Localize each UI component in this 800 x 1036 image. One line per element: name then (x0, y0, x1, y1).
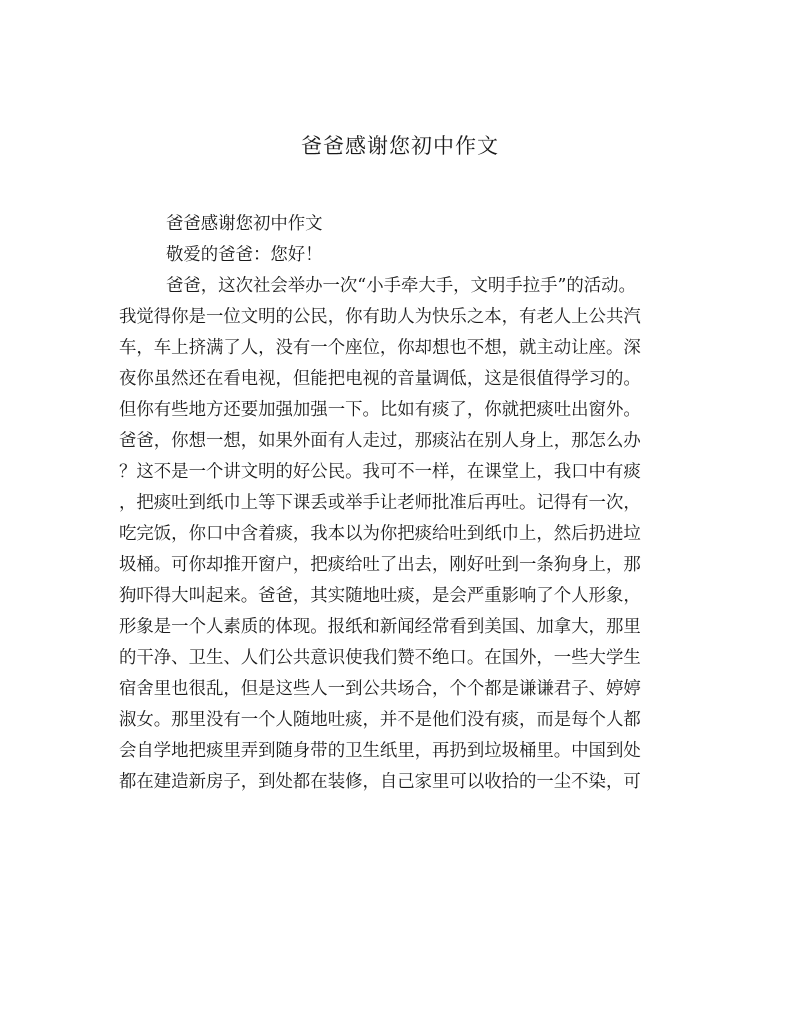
body-line: 圾桶。可你却推开窗户，把痰给吐了出去，刚好吐到一条狗身上，那 (119, 555, 641, 575)
body-line: 宿舍里也很乱，但是这些人一到公共场合，个个都是谦谦君子、婷婷 (119, 679, 641, 699)
body-line: 夜你虽然还在看电视，但能把电视的音量调低，这是很值得学习的。 (119, 369, 641, 389)
body-line: 车，车上挤满了人，没有一个座位，你却想也不想，就主动让座。深 (119, 338, 641, 358)
body-line: 吃完饭，你口中含着痰，我本以为你把痰给吐到纸巾上，然后扔进垃 (119, 524, 641, 544)
body-line: 的干净、卫生、人们公共意识使我们赞不绝口。在国外，一些大学生 (119, 648, 641, 668)
body-line: 爸爸感谢您初中作文 (166, 214, 323, 234)
body-line: 形象是一个人素质的体现。报纸和新闻经常看到美国、加拿大，那里 (119, 617, 641, 637)
document-title: 爸爸感谢您初中作文 (301, 134, 499, 158)
body-line: 淑女。那里没有一个人随地吐痰，并不是他们没有痰，而是每个人都 (119, 710, 641, 730)
body-line: 敬爱的爸爸：您好！ (166, 245, 323, 265)
body-line: 爸爸，你想一想，如果外面有人走过，那痰沾在别人身上，那怎么办 (119, 431, 641, 451)
body-line: 但你有些地方还要加强加强一下。比如有痰了，你就把痰吐出窗外。 (119, 400, 641, 420)
body-line: 我觉得你是一位文明的公民，你有助人为快乐之本，有老人上公共汽 (119, 307, 641, 327)
body-line: 爸爸，这次社会举办一次“小手牵大手，文明手拉手”的活动。 (166, 276, 636, 296)
body-line: 都在建造新房子，到处都在装修，自己家里可以收拾的一尘不染，可 (119, 772, 641, 792)
body-line: ，把痰吐到纸巾上等下课丢或举手让老师批准后再吐。记得有一次， (119, 493, 641, 513)
document-body (119, 209, 672, 798)
body-line: 会自学地把痰里弄到随身带的卫生纸里，再扔到垃圾桶里。中国到处 (119, 741, 641, 761)
body-line: 狗吓得大叫起来。爸爸，其实随地吐痰，是会严重影响了个人形象， (119, 586, 641, 606)
body-line: ？这不是一个讲文明的好公民。我可不一样，在课堂上，我口中有痰 (119, 462, 641, 482)
